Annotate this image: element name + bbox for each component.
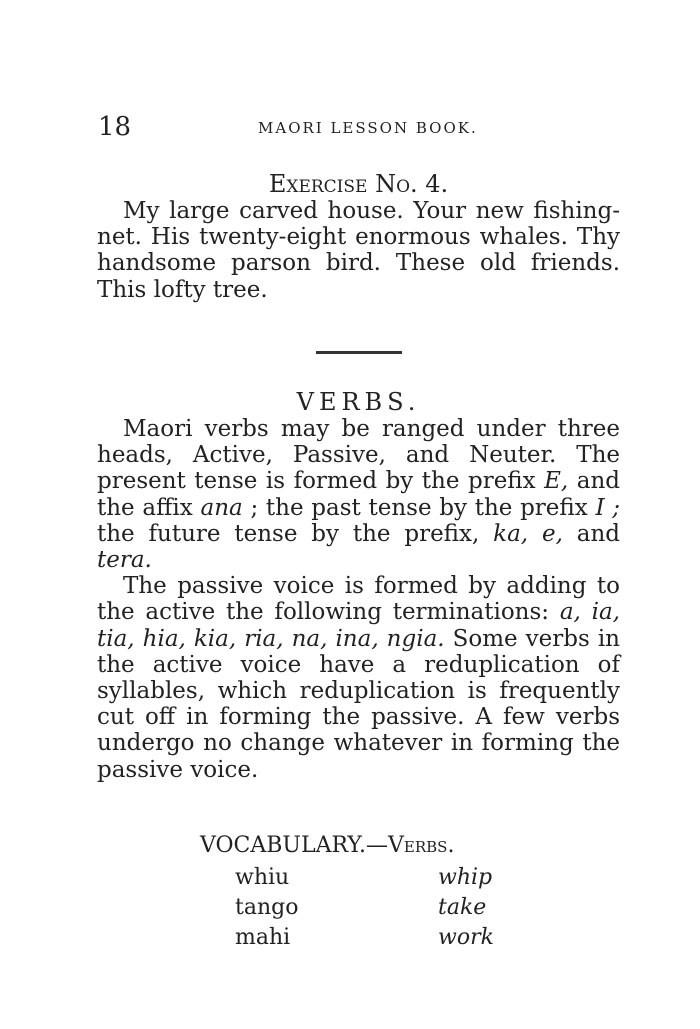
verbs-p1-text-1: Maori verbs may be ranged under three heads, Active, Passive, and Neuter. The present tense is formed by the prefix — [97, 416, 620, 495]
verbs-paragraph-2 — [97, 573, 620, 783]
exercise-text: My large carved house. Your new fishing-net. His twenty-eight enormous whales. Thy handsome parson bird. These old friends. This lofty tree. — [97, 198, 620, 303]
vocabulary-maori-word: mahi — [235, 925, 291, 950]
vocabulary-english-word: take — [438, 895, 487, 920]
verbs-p1-italic-5: tera. — [97, 547, 152, 574]
vocabulary-heading-sub: Verbs. — [388, 833, 455, 858]
verbs-p1-text-5: and — [562, 520, 620, 547]
vocabulary-row — [235, 864, 535, 892]
vocabulary-maori-word: whiu — [235, 865, 290, 890]
verbs-p1-italic-4: ka, e, — [493, 520, 563, 547]
vocabulary-english-word: work — [438, 925, 494, 950]
verbs-section — [97, 388, 620, 783]
verbs-p1-text-2: and the affix — [97, 468, 620, 521]
exercise-section — [97, 170, 620, 303]
verbs-p1-italic-1: E, — [544, 468, 569, 495]
section-divider — [316, 351, 402, 354]
verbs-p1-text-3: ; the past tense by the prefix — [242, 494, 596, 521]
verbs-paragraph-1 — [97, 416, 620, 573]
verbs-p1-italic-3: I ; — [595, 494, 621, 521]
vocabulary-maori-word: tango — [235, 895, 299, 920]
verbs-heading: VERBS. — [296, 388, 421, 416]
running-title: MAORI LESSON BOOK. — [258, 119, 478, 137]
page-number: 18 — [98, 112, 132, 142]
exercise-heading: Exercise No. 4. — [268, 170, 449, 198]
verbs-p2-italic-1: a, ia, tia, hia, kia, ria, na, ina, ngia. — [97, 599, 620, 652]
vocabulary-row — [235, 924, 535, 952]
verbs-p1-italic-2: ana — [200, 494, 243, 521]
vocabulary-heading-main: VOCABULARY.— — [200, 833, 389, 858]
vocabulary-heading — [200, 832, 454, 860]
verbs-p2-text-2: Some verbs in the active voice have a reduplication of syllables, which reduplication is frequently cut off in forming the passive. A few verbs undergo no change whatever in forming the passive voice. — [97, 625, 620, 783]
verbs-p2-text-1: The passive voice is formed by adding to the active the following terminations: — [97, 573, 620, 626]
vocabulary-english-word: whip — [438, 865, 493, 890]
page-header — [98, 112, 618, 142]
verbs-p1-text-4: the future tense by the prefix, — [97, 520, 494, 547]
vocabulary-row — [235, 894, 535, 922]
